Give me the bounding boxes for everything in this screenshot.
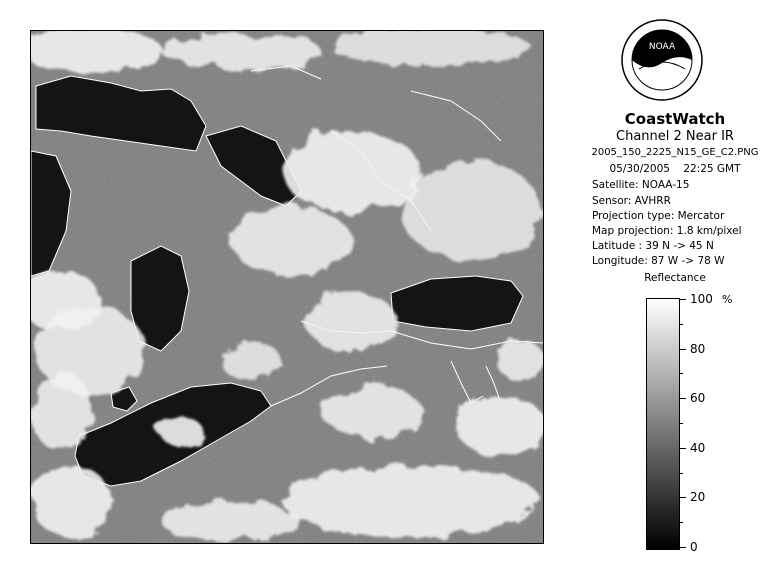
- satellite-line: Satellite: NOAA-15: [592, 179, 690, 191]
- colorbar-tick-label: 60: [690, 391, 706, 405]
- colorbar-tick-label: 80: [690, 342, 706, 356]
- colorbar-tick: [679, 522, 683, 523]
- colorbar-tick-label: 40: [690, 441, 706, 455]
- satellite-scene: [31, 31, 543, 543]
- colorbar-tick: [679, 349, 686, 350]
- colorbar-label: Reflectance: [644, 272, 706, 284]
- colorbar-tick-label: 0: [690, 540, 698, 554]
- colorbar-tick: [679, 497, 686, 498]
- noaa-logo-text: NOAA: [648, 42, 676, 52]
- map-projection-line: Map projection: 1.8 km/pixel: [592, 225, 742, 237]
- channel-subtitle: Channel 2 Near IR: [616, 129, 734, 144]
- colorbar-tick-label: 20: [690, 490, 706, 504]
- colorbar-tick: [679, 398, 686, 399]
- colorbar-tick: [679, 423, 683, 424]
- colorbar-tick: [679, 373, 683, 374]
- colorbar-tick: [679, 324, 683, 325]
- colorbar-tick: [679, 473, 683, 474]
- projection-type-line: Projection type: Mercator: [592, 210, 725, 222]
- noaa-logo: [621, 19, 703, 101]
- satellite-image: [30, 30, 544, 544]
- colorbar-tick: [679, 448, 686, 449]
- product-title: CoastWatch: [624, 110, 726, 128]
- colorbar-tick-label: 100: [690, 292, 713, 306]
- latitude-line: Latitude : 39 N -> 45 N: [592, 240, 714, 252]
- sensor-line: Sensor: AVHRR: [592, 195, 671, 207]
- colorbar-unit: %: [722, 293, 733, 306]
- noaa-logo-icon: [621, 19, 703, 101]
- longitude-line: Longitude: 87 W -> 78 W: [592, 255, 725, 267]
- colorbar-tick: [679, 299, 686, 300]
- file-name: 2005_150_2225_N15_GE_C2.PNG: [591, 147, 759, 158]
- colorbar: [646, 298, 680, 550]
- acquisition-datetime: 05/30/2005 22:25 GMT: [609, 163, 741, 175]
- colorbar-tick: [679, 547, 686, 548]
